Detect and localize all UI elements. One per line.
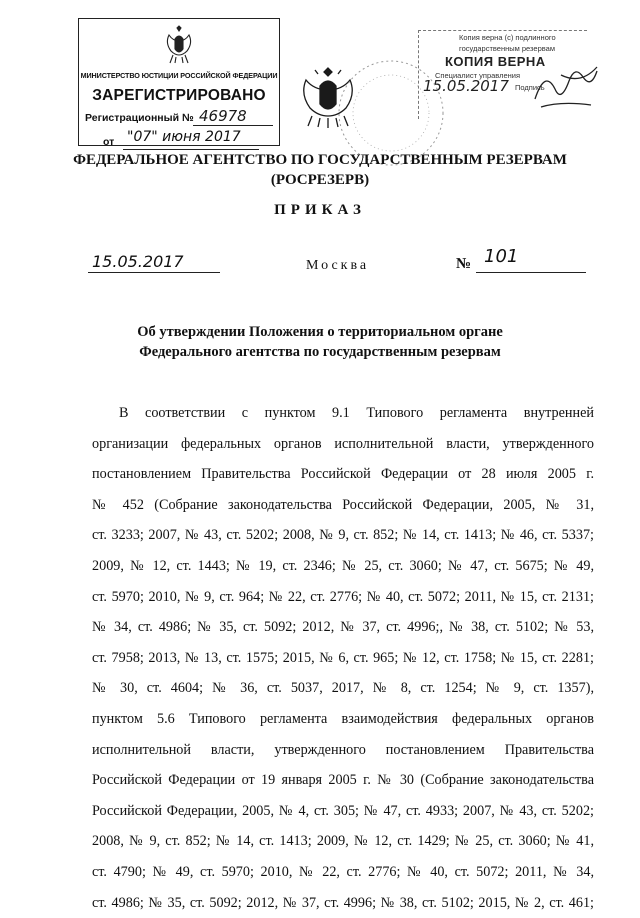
order-body-text: [92, 398, 594, 918]
agency-line1: ФЕДЕРАЛЬНОЕ АГЕНТСТВО ПО ГОСУДАРСТВЕННЫМ РЕЗЕРВАМ: [0, 150, 640, 170]
body-line: пунктом 5.6 Типового регламента взаимодействия федеральных органов: [92, 704, 594, 735]
body-line: 2009, № 12, ст. 1443; № 19, ст. 2346; № 25, ст. 3060; № 47, ст. 5675; № 49,: [92, 551, 594, 582]
order-city: Москва: [306, 258, 369, 274]
copy-stamp-date: 15.05.2017: [423, 77, 509, 95]
registration-number-line: [193, 125, 273, 126]
body-line: В соответствии с пунктом 9.1 Типового регламента внутренней: [92, 398, 594, 429]
body-line: постановлением Правительства Российской Федерации от 28 июля 2005 г.: [92, 459, 594, 490]
registration-date-value: "07" июня 2017: [127, 129, 241, 145]
body-line: ст. 7958; 2013, № 13, ст. 1575; 2015, № 6, ст. 965; № 12, ст. 1758; № 15, ст. 2281;: [92, 643, 594, 674]
agency-line2: (РОСРЕЗЕРВ): [0, 170, 640, 190]
registration-ministry: МИНИСТЕРСТВО ЮСТИЦИИ РОССИЙСКОЙ ФЕДЕРАЦИИ: [79, 71, 279, 80]
registration-status: ЗАРЕГИСТРИРОВАНО: [79, 87, 279, 105]
body-line: организации федеральных органов исполнительной власти, утвержденного: [92, 429, 594, 460]
copy-stamp-line1: Копия верна (с) подлинного: [459, 33, 556, 42]
small-emblem-icon: [163, 25, 195, 67]
body-line: Российской Федерации от 19 января 2005 г. № 30 (Собрание законодательства: [92, 765, 594, 796]
body-line: ст. 4790; № 49, ст. 5970; 2010, № 22, ст. 2776; № 40, ст. 5072; 2011, № 34,: [92, 857, 594, 888]
copy-stamp-line2: государственным резервам: [459, 44, 555, 53]
registration-date-prefix: от: [103, 136, 114, 148]
registration-number-label: Регистрационный №: [85, 112, 194, 124]
copy-stamp-title: КОПИЯ ВЕРНА: [445, 54, 546, 69]
number-underline: [476, 272, 586, 273]
document-type: ПРИКАЗ: [0, 202, 640, 219]
copy-stamp-signature-label: Подпись: [515, 83, 545, 92]
order-subject: [60, 322, 580, 362]
copy-stamp-line3: Специалист управления: [435, 71, 520, 80]
order-number: 101: [474, 246, 594, 267]
body-line: ст. 5970; 2010, № 9, ст. 964; № 22, ст. 2776; № 40, ст. 5072; 2011, № 15, ст. 2131;: [92, 582, 594, 613]
subject-line2: Федерального агентства по государственным резервам: [60, 342, 580, 362]
signature-icon: [531, 59, 601, 115]
order-number-sign: №: [456, 256, 471, 273]
body-line: Российской Федерации, 2005, № 4, ст. 305; № 47, ст. 4933; 2007, № 43, ст. 5202;: [92, 796, 594, 827]
body-line: ст. 4986; № 35, ст. 5092; 2012, № 37, ст. 4996; № 38, ст. 5102; 2015, № 2, ст. 461;: [92, 888, 594, 918]
body-line: ст. 3233; 2007, № 43, ст. 5202; 2008, № 9, ст. 852; № 14, ст. 1413; № 46, ст. 5337;: [92, 520, 594, 551]
copy-certification-stamp: [418, 30, 587, 119]
body-line: № 30, ст. 4604; № 36, ст. 5037, 2017, № 8, ст. 1254; № 9, ст. 1357),: [92, 673, 594, 704]
body-line: 2008, № 9, ст. 852; № 14, ст. 1413; 2009, № 12, ст. 1429; № 25, ст. 3060; № 41,: [92, 826, 594, 857]
body-line: № 34, ст. 4986; № 35, ст. 5092; 2012, № 37, ст. 4996;, № 38, ст. 5102; № 53,: [92, 612, 594, 643]
body-line: исполнительной власти, утвержденного постановлением Правительства: [92, 735, 594, 766]
subject-line1: Об утверждении Положения о территориальном органе: [60, 322, 580, 342]
date-underline: [88, 272, 220, 273]
registration-number-value: 46978: [199, 107, 247, 125]
registration-stamp: [78, 18, 280, 146]
agency-name: [0, 150, 640, 190]
body-line: № 452 (Собрание законодательства Российской Федерации, 2005, № 31,: [92, 490, 594, 521]
order-date: 15.05.2017: [92, 252, 222, 271]
